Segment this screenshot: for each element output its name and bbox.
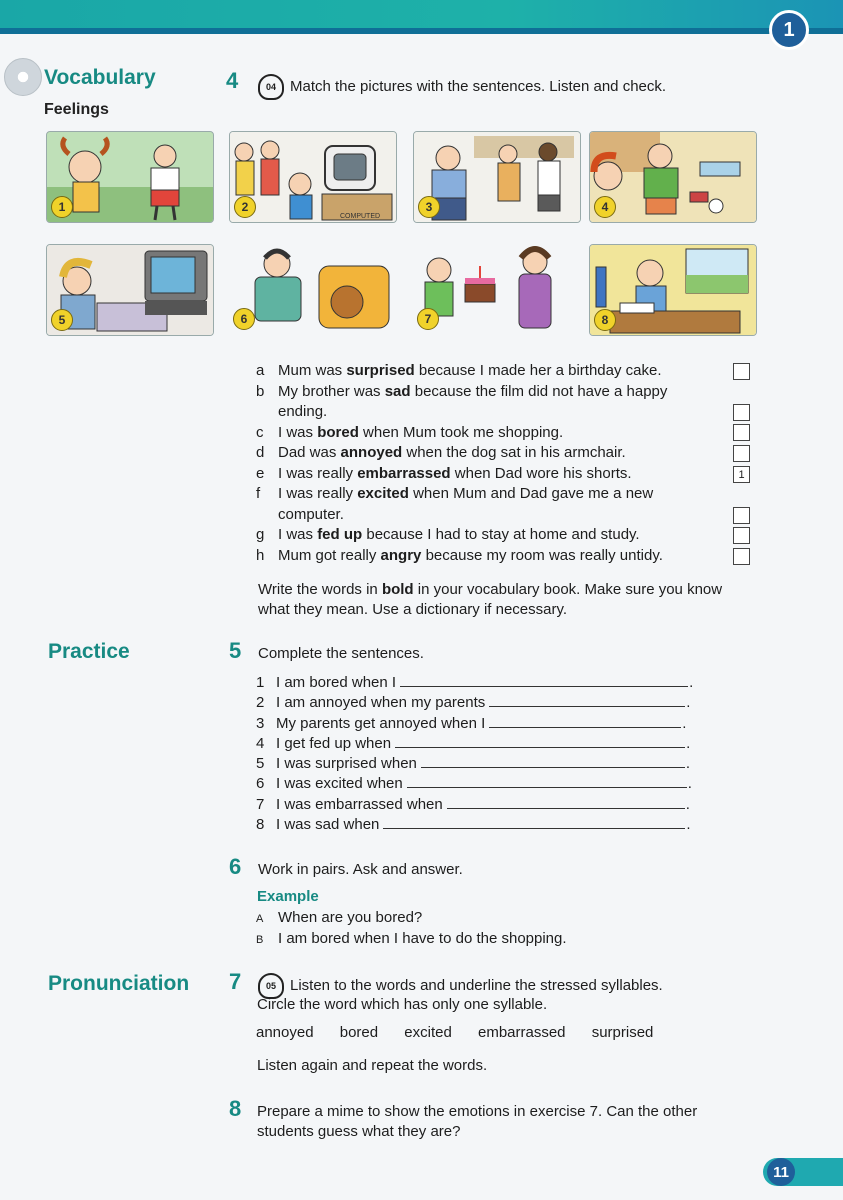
exercise-5-instruction: Complete the sentences. [258,645,424,662]
answer-line[interactable] [489,713,681,728]
exercise-number-6: 6 [229,854,242,879]
answer-box-f[interactable] [733,507,750,524]
answer-line[interactable] [407,773,687,788]
picture-6 [229,244,395,334]
answer-line[interactable] [395,733,685,748]
section-heading-vocabulary: Vocabulary [44,66,156,89]
picture-8 [589,244,757,336]
complete-sentence-1: 1 I am bored when I . [256,674,694,691]
example-label: Example [257,888,319,905]
complete-sentence-6: 6 I was excited when . [256,775,692,793]
exercise-4-text: Match the pictures with the sentences. Listen and check. [290,77,667,95]
sentence-h: h Mum got really angry because my room was really untidy. [256,546,663,564]
exercise-number-4: 4 [226,68,239,93]
answer-line[interactable] [383,814,685,829]
picture-7-label: 7 [417,308,439,330]
exercise-7-instruction-1: 05 Listen to the words and underline the stressed syllables. [258,973,663,999]
picture-4-label: 4 [594,196,616,218]
exercise-7-instruction-2: Circle the word which has only one syllable. [257,996,548,1013]
track-number: 04 [265,82,276,92]
picture-7 [413,244,579,334]
picture-3 [413,131,581,223]
answer-line[interactable] [447,794,685,809]
answer-box-d[interactable] [733,445,750,462]
word-bored[interactable]: bored [339,1024,379,1041]
complete-sentence-7: 7 I was embarrassed when . [256,795,690,813]
picture-4 [589,131,757,223]
word-surprised[interactable]: surprised [591,1024,654,1041]
complete-sentence-3: 3 My parents get annoyed when I . [256,714,687,732]
vocabulary-book-note: Write the words in bold in your vocabulary book. Make sure you know what they mean. Use a dictionary if necessary. [258,581,723,618]
picture-1-label: 1 [51,196,73,218]
picture-2 [229,131,397,223]
unit-number-badge: 1 [769,10,809,50]
complete-sentence-5: 5 I was surprised when . [256,755,691,773]
answer-line[interactable] [400,672,688,687]
cd-icon [4,58,42,96]
word-embarrassed[interactable]: embarrassed [477,1024,566,1041]
pronunciation-word-list [256,1024,675,1041]
headphones-icon [258,74,284,100]
sentence-d: d Dad was annoyed when the dog sat in his armchair. [256,444,626,461]
answer-box-h[interactable] [733,548,750,565]
complete-sentence-2: 2 I am annoyed when my parents . [256,694,691,712]
page-number-tab [763,1158,843,1186]
complete-sentence-4: 4 I get fed up when . [256,734,691,752]
answer-line[interactable] [421,753,685,768]
sentence-f: f I was really excited when Mum and Dad gave me a new computer. [256,485,654,523]
example-line-a: A When are you bored? [256,909,423,926]
sentence-e: e I was really embarrassed when Dad wore his shorts. [256,464,632,482]
answer-box-b[interactable] [733,404,750,421]
answer-box-a[interactable] [733,363,750,380]
sentence-g: g I was fed up because I had to stay at home and study. [256,526,640,543]
page-number: 11 [767,1158,795,1186]
section-heading-practice: Practice [48,640,130,663]
sentence-a: a Mum was surprised because I made her a birthday cake. [256,362,662,379]
picture-8-label: 8 [594,309,616,331]
exercise-8-instruction: Prepare a mime to show the emotions in exercise 7. Can the other students guess what they are? [257,1103,698,1140]
word-excited[interactable]: excited [404,1024,452,1041]
exercise-6-instruction: Work in pairs. Ask and answer. [258,861,463,878]
top-header-stripe [0,28,843,34]
example-line-b: B I am bored when I have to do the shopping. [256,930,567,947]
exercise-number-7: 7 [229,969,242,994]
exercise-7-repeat: Listen again and repeat the words. [257,1057,488,1074]
sentence-c: c I was bored when Mum took me shopping. [256,423,564,441]
top-header-band [0,0,843,28]
exercise-number-8: 8 [229,1096,242,1121]
picture-1 [46,131,214,223]
exercise-number-5: 5 [229,638,242,663]
word-annoyed[interactable]: annoyed [256,1024,314,1041]
exercise-4-sentences [256,361,718,566]
picture-2-label: 2 [234,196,256,218]
picture-3-label: 3 [418,196,440,218]
section-heading-pronunciation: Pronunciation [48,972,190,995]
answer-box-c[interactable] [733,424,750,441]
exercise-5-sentences [256,672,693,834]
picture-5-label: 5 [51,309,73,331]
picture-6-label: 6 [233,308,255,330]
picture-5 [46,244,214,336]
picture-2-box-text: COMPUTED [340,213,381,220]
subheading-feelings: Feelings [44,101,109,118]
complete-sentence-8: 8 I was sad when . [256,816,691,834]
sentence-b: b My brother was sad because the film did not have a happy ending. [256,382,668,420]
exercise-4-instruction [258,74,666,100]
answer-line[interactable] [489,692,685,707]
track-number: 05 [265,981,276,991]
answer-box-g[interactable] [733,527,750,544]
answer-box-e[interactable]: 1 [733,466,750,483]
